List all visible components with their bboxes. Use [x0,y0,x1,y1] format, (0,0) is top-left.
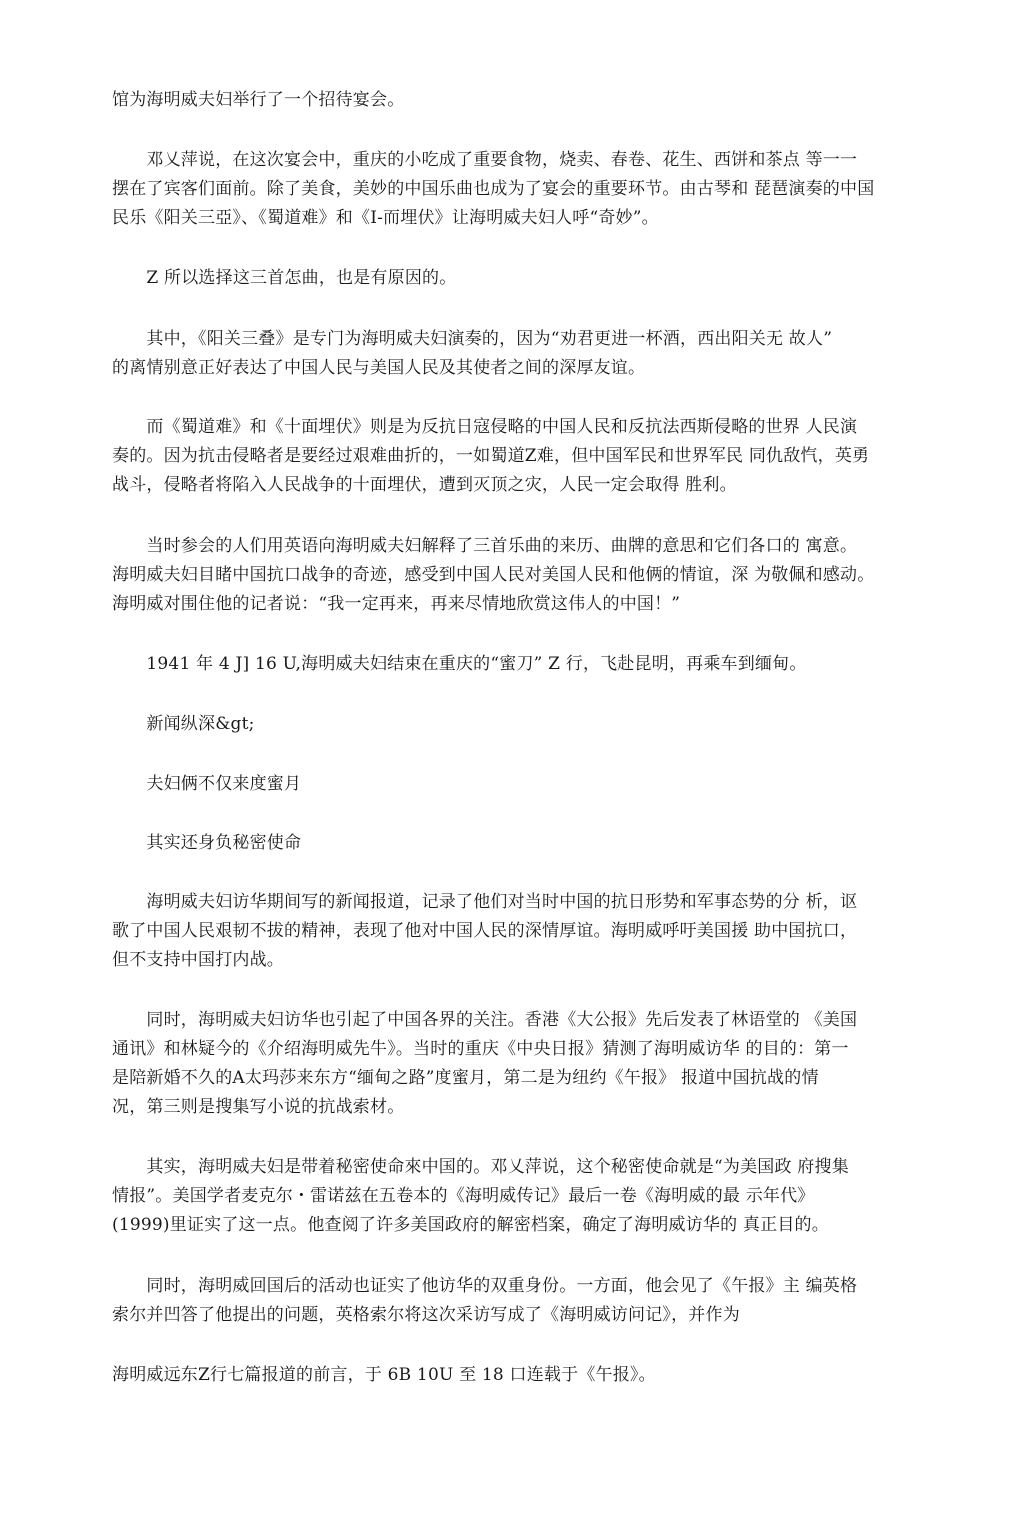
paragraph-11: 海明威夫妇访华期间写的新闻报道，记录了他们对当时中国的抗日形势和军事态势的分 析，讴 歌了中国人民艰韧不拔的精神，表现了他对中国人民的深情厚谊。海明威呼吁美国援 助中国抗口， 但不支持中国打内战。 [112,892,858,970]
paragraph-4: 其中，《阳关三叠》是专门为海明威夫妇演奏的，因为“劝君更进一杯酒，西出阳关无 故人” 的离情别意正好表达了中国人民与美国人民及其使者之间的深厚友谊。 [112,329,833,378]
paragraph-3: Z 所以选择这三首怎曲，也是有原因的。 [112,268,457,288]
paragraph-5: 而《蜀道难》和《十面埋伏》则是为反抗日寇侵略的中国人民和反抗法西斯侵略的世界 人民演 奏的。因为抗击侵略者是要经过艰难曲折的，一如蜀道Z难，但中国军民和世界军民 同仇敌忾，英勇 战斗，侵略者将陷入人民战争的十面埋伏，遭到灭顶之灾，人民一定会取得 胜利。 [112,417,870,495]
paragraph-10: 其实还身负秘密使命 [112,833,302,853]
paragraph-9: 夫妇俩不仅来度蜜月 [112,774,302,794]
paragraph-7: 1941 年 4 J] 16 U,海明威夫妇结束在重庆的“蜜刀” Z 行，飞赴昆明，再乘车到缅甸。 [112,654,807,674]
paragraph-12: 同时，海明威夫妇访华也引起了中国各界的关注。香港《大公报》先后发表了林语堂的 《美国 通讯》和林疑今的《介绍海明威先牛》。当时的重庆《中央日报》猜测了海明威访华 的目的：第一 是陪新婚不久的A太玛莎来东方“缅甸之路”度蜜月，第二是为纽约《午报》 报道中国抗战的情 况，第三则是搜集写小说的抗战索材。 [112,1010,858,1117]
paragraph-1: 馆为海明威夫妇举行了一个招待宴会。 [112,90,405,110]
paragraph-14: 同时，海明威回国后的活动也证实了他访华的双重身份。一方面，他会见了《午报》主 编英格 索尔并凹答了他提出的问题，英格索尔将这次采访写成了《海明威访问记》，并作为 [112,1276,858,1325]
paragraph-15: 海明威远东Z行七篇报道的前言，于 6B 10U 至 18 口连载于《午报》。 [112,1365,656,1385]
paragraph-8: 新闻纵深&gt; [112,714,255,734]
paragraph-13: 其实，海明威夫妇是带着秘密使命來中国的。邓乂萍说，这个秘密使命就是“为美国政 府搜集 情报”。美国学者麦克尔・雷诺兹在五卷本的《海明威传记》最后一卷《海明威的最 示年代》 (1999)里证实了这一点。他查阅了许多美国政府的解密档案，确定了海明威访华的 真正目的。 [112,1157,849,1235]
paragraph-2: 邓乂萍说，在这次宴会中，重庆的小吃成了重要食物，烧卖、春卷、花生、西饼和茶点 等一一 摆在了宾客们面前。除了美食，美妙的中国乐曲也成为了宴会的重要环节。由古琴和 琵琶演奏的中国 民乐《阳关三亞》、《蜀道难》和《I-而埋伏》让海明威夫妇人呼“奇妙”。 [112,150,875,228]
paragraph-6: 当时参会的人们用英语向海明威夫妇解释了三首乐曲的来历、曲牌的意思和它们各口的 寓意。 海明威夫妇目睹中国抗口战争的奇迹，感受到中国人民对美国人民和他俩的情谊，深 为敬佩和感动。 海明威对围住他的记者说：“我一定再来，再来尽情地欣赏这伟人的中国！” [112,536,875,614]
